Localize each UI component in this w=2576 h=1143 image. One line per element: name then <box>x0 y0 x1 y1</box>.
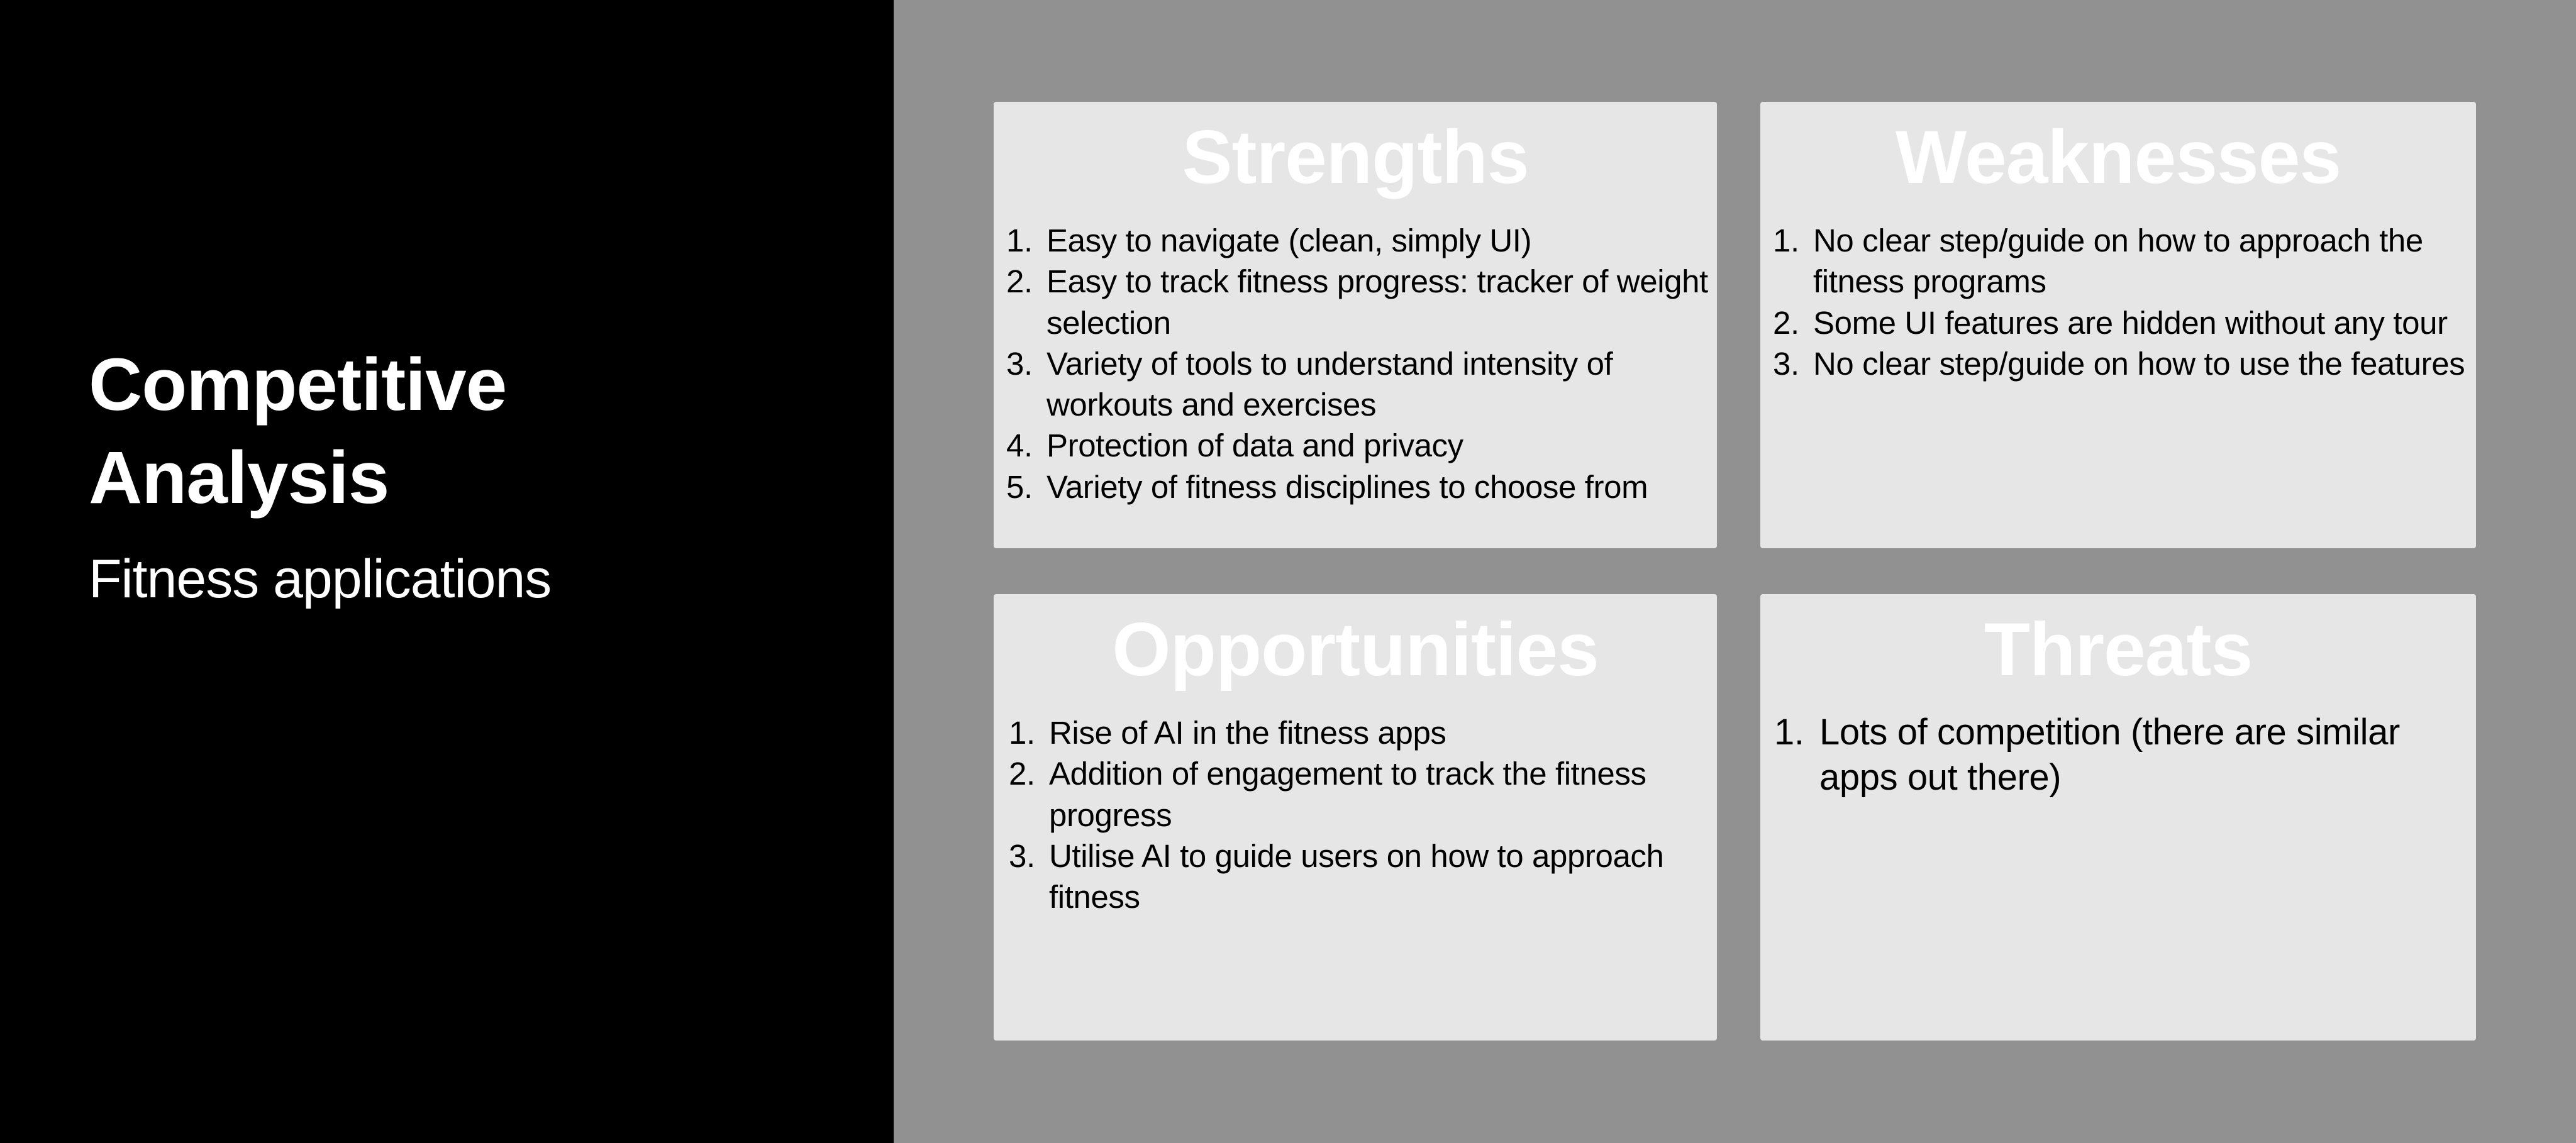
item-number: 1. <box>1006 223 1033 258</box>
item-text: Variety of fitness disciplines to choose from <box>1046 468 1648 505</box>
item-number: 4. <box>1006 428 1033 464</box>
opportunities-card <box>994 594 1717 1041</box>
item-number: 2. <box>1006 263 1033 300</box>
slide-title <box>89 338 506 524</box>
item-number: 1. <box>1774 712 1804 753</box>
item-number: 5. <box>1006 468 1033 505</box>
list-item <box>1006 220 1713 261</box>
item-number: 2. <box>1009 756 1035 792</box>
list-item <box>1006 261 1713 343</box>
opportunities-list <box>1009 712 1714 917</box>
item-text: Easy to track fitness progress: tracker of weight selection <box>1046 263 1708 341</box>
list-item <box>1773 343 2472 384</box>
list-item <box>1009 753 1714 836</box>
list-item <box>1774 710 2451 800</box>
item-text: Easy to navigate (clean, simply UI) <box>1046 223 1532 258</box>
threats-card <box>1760 594 2476 1041</box>
item-text: No clear step/guide on how to use the features <box>1813 345 2465 382</box>
opportunities-heading: Opportunities <box>1112 607 1599 692</box>
title-panel <box>0 0 894 1143</box>
item-text: Rise of AI in the fitness apps <box>1049 715 1446 751</box>
strengths-heading: Strengths <box>1182 115 1529 199</box>
item-number: 1. <box>1773 223 1799 258</box>
slide-subtitle: Fitness applications <box>89 549 552 609</box>
weaknesses-list <box>1773 220 2472 384</box>
list-item <box>1006 425 1713 466</box>
slide-title-line-1: Competitive <box>89 343 507 426</box>
item-text: No clear step/guide on how to approach the fitness programs <box>1813 223 2423 300</box>
item-number: 3. <box>1773 345 1799 382</box>
weaknesses-heading: Weaknesses <box>1895 115 2341 199</box>
item-text: Utilise AI to guide users on how to approach fitness <box>1049 837 1664 915</box>
strengths-card <box>994 102 1717 548</box>
list-item <box>1009 836 1714 918</box>
item-text: Protection of data and privacy <box>1046 428 1463 464</box>
weaknesses-card <box>1760 102 2476 548</box>
item-text: Some UI features are hidden without any tour <box>1813 304 2448 341</box>
threats-list <box>1774 710 2451 800</box>
item-number: 1. <box>1009 715 1035 751</box>
item-text: Lots of competition (there are similar apps out there) <box>1819 712 2400 798</box>
item-number: 2. <box>1773 304 1799 341</box>
slide-title-line-2: Analysis <box>89 436 389 519</box>
list-item <box>1773 302 2472 343</box>
list-item <box>1009 712 1714 753</box>
item-number: 3. <box>1009 837 1035 874</box>
item-number: 3. <box>1006 345 1033 382</box>
threats-heading: Threats <box>1984 607 2253 692</box>
strengths-list <box>1006 220 1713 507</box>
item-text: Addition of engagement to track the fitness progress <box>1049 756 1646 833</box>
list-item <box>1006 467 1713 507</box>
item-text: Variety of tools to understand intensity of workouts and exercises <box>1046 345 1613 423</box>
list-item <box>1773 220 2472 302</box>
list-item <box>1006 343 1713 426</box>
